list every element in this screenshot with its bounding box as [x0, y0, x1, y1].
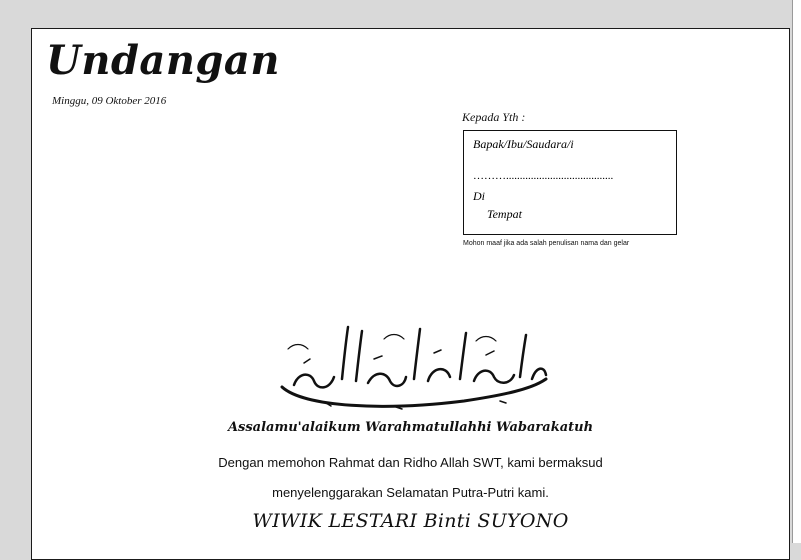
invitation-date: Minggu, 09 Oktober 2016: [52, 95, 167, 107]
scroll-edge: [792, 0, 801, 543]
salutation-text: Bapak/Ibu/Saudara/i: [473, 137, 574, 151]
body-line-1: Dengan memohon Rahmat dan Ridho Allah SWT, kami bermaksud: [218, 455, 603, 470]
address-box: [463, 130, 677, 235]
name-blank-line: ……….......................................: [473, 170, 614, 182]
di-label: Di: [473, 189, 485, 203]
invitation-title: Undangan: [46, 37, 280, 84]
apology-note: Mohon maaf jika ada salah penulisan nama dan gelar: [463, 240, 630, 247]
bismillah-calligraphy: [264, 319, 554, 419]
body-line-2: menyelenggarakan Selamatan Putra-Putri kami.: [272, 485, 549, 500]
child-name: WIWIK LESTARI Binti SUYONO: [252, 510, 569, 532]
kepada-label: Kepada Yth :: [462, 110, 526, 124]
invitation-page: [31, 28, 790, 560]
tempat-label: Tempat: [487, 207, 522, 221]
greeting-text: Assalamu'alaikum Warahmatullahhi Wabarakatuh: [227, 420, 594, 435]
